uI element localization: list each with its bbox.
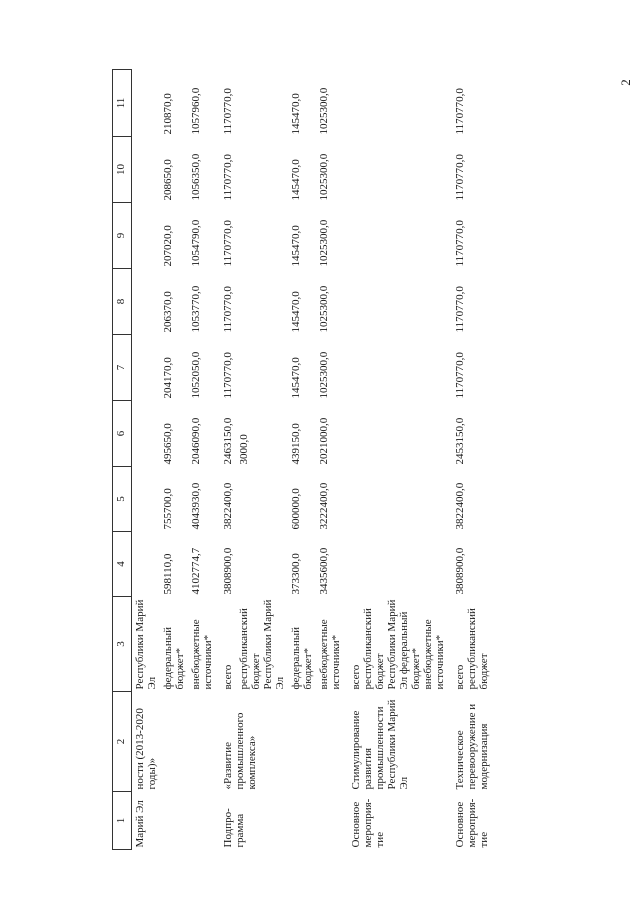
value-cell <box>236 70 288 137</box>
value-cell <box>344 335 448 401</box>
value-cell: 1170770,0 <box>222 352 234 399</box>
value-cell: 1170770,0 <box>454 286 466 333</box>
header-row <box>113 70 132 850</box>
value-cell: 495650,0 <box>162 423 174 465</box>
program-name-cell: «Развитие промышленного комплекса» <box>222 712 258 790</box>
value-cell: 2021000,0 <box>318 417 330 465</box>
value-cell: 3808900,0 <box>454 547 466 595</box>
column-header: 4 <box>113 532 132 597</box>
value-cell <box>236 269 288 335</box>
value-cell <box>132 335 161 401</box>
value-cell: 1025300,0 <box>318 87 330 135</box>
value-cell: 3000,0 <box>238 434 250 465</box>
value-cell: 3222400,0 <box>318 482 330 530</box>
value-cell: 1054790,0 <box>190 219 202 267</box>
value-cell <box>344 269 448 335</box>
table-row <box>132 70 161 850</box>
value-cell <box>344 70 448 137</box>
table-row <box>448 70 492 850</box>
value-cell: 145470,0 <box>290 357 302 399</box>
value-cell: 2453150,0 <box>454 417 466 465</box>
value-cell: 204170,0 <box>162 357 174 399</box>
value-cell <box>344 467 448 532</box>
value-cell <box>132 203 161 269</box>
value-cell <box>132 532 161 597</box>
column-header: 2 <box>113 692 132 792</box>
value-cell: 3822400,0 <box>454 482 466 530</box>
funding-source-cell: федеральный бюджет* <box>162 627 186 690</box>
value-cell: 1052050,0 <box>190 351 202 399</box>
value-cell: 1170770,0 <box>222 88 234 135</box>
value-cell: 208650,0 <box>162 159 174 201</box>
row-type-cell: Марий Эл <box>134 800 146 848</box>
budget-table <box>112 69 492 850</box>
funding-source-cell: всего республиканский бюджет <box>454 608 490 690</box>
value-cell <box>132 401 161 467</box>
table-body <box>132 70 493 850</box>
value-cell: 1170770,0 <box>222 154 234 201</box>
column-header: 7 <box>113 335 132 401</box>
column-header: 8 <box>113 269 132 335</box>
funding-source-cell: Республики Марий Эл <box>134 599 158 690</box>
column-header: 11 <box>113 70 132 137</box>
value-cell: 1170770,0 <box>454 88 466 135</box>
value-cell <box>236 467 288 532</box>
value-cell: 210870,0 <box>162 93 174 135</box>
row-type-cell: Подпро-грамма <box>222 808 246 848</box>
program-name-cell: Техническое перевооружение и модернизация <box>454 703 490 790</box>
funding-source-cell: внебюджетные источники* <box>318 619 342 690</box>
value-cell <box>236 203 288 269</box>
value-cell: 1025300,0 <box>318 153 330 201</box>
table-row <box>344 70 448 850</box>
value-cell: 755700,0 <box>162 488 174 530</box>
value-cell: 3808900,0 <box>222 547 234 595</box>
value-cell <box>236 335 288 401</box>
value-cell: 207020,0 <box>162 225 174 267</box>
value-cell: 1170770,0 <box>454 154 466 201</box>
value-cell: 145470,0 <box>290 291 302 333</box>
funding-source-cell: всего республиканский бюджет Республики Марий Эл федеральный бюджет* внебюджетные источники* <box>350 599 446 690</box>
value-cell <box>344 203 448 269</box>
value-cell: 1057960,0 <box>190 87 202 135</box>
page-number: 2 <box>617 79 633 86</box>
row-type-cell: Основное мероприя-тие <box>350 798 386 848</box>
value-cell: 1170770,0 <box>454 220 466 267</box>
value-cell <box>344 137 448 203</box>
rotated-table-container <box>112 70 532 850</box>
value-cell: 1170770,0 <box>222 220 234 267</box>
column-header: 3 <box>113 597 132 692</box>
value-cell <box>344 532 448 597</box>
value-cell <box>236 532 288 597</box>
value-cell <box>132 70 161 137</box>
value-cell: 2046090,0 <box>190 417 202 465</box>
value-cell: 4102774,7 <box>190 547 202 595</box>
value-cell: 598110,0 <box>162 553 174 595</box>
value-cell: 3435600,0 <box>318 547 330 595</box>
row-type-cell: Основное мероприя-тие <box>454 798 490 848</box>
value-cell: 1053770,0 <box>190 285 202 333</box>
value-cell: 1025300,0 <box>318 285 330 333</box>
value-cell: 206370,0 <box>162 291 174 333</box>
funding-source-cell: всего <box>222 664 234 690</box>
value-cell <box>236 137 288 203</box>
value-cell: 1170770,0 <box>222 286 234 333</box>
funding-source-cell: внебюджетные источники* <box>190 619 214 690</box>
value-cell <box>132 137 161 203</box>
value-cell: 145470,0 <box>290 93 302 135</box>
value-cell: 1056350,0 <box>190 153 202 201</box>
value-cell <box>132 269 161 335</box>
funding-source-cell: федеральный бюджет* <box>290 627 314 690</box>
value-cell: 3822400,0 <box>222 482 234 530</box>
value-cell <box>132 467 161 532</box>
value-cell: 373300,0 <box>290 553 302 595</box>
value-cell: 2463150,0 <box>222 417 234 465</box>
value-cell: 145470,0 <box>290 225 302 267</box>
table-row <box>216 70 236 850</box>
value-cell <box>344 401 448 467</box>
column-header: 10 <box>113 137 132 203</box>
funding-source-cell: республиканский бюджет Республики Марий Эл <box>238 599 286 690</box>
column-header: 9 <box>113 203 132 269</box>
column-header: 6 <box>113 401 132 467</box>
value-cell: 1025300,0 <box>318 219 330 267</box>
value-cell: 600000,0 <box>290 488 302 530</box>
value-cell: 439150,0 <box>290 423 302 465</box>
program-name-cell: ности (2013-2020 годы)» <box>134 708 158 790</box>
value-cell: 145470,0 <box>290 159 302 201</box>
value-cell: 1025300,0 <box>318 351 330 399</box>
program-name-cell: Стимулирование развития промышленности Республики Марий Эл <box>350 699 410 790</box>
value-cell: 1170770,0 <box>454 352 466 399</box>
value-cell: 4043930,0 <box>190 482 202 530</box>
column-header: 5 <box>113 467 132 532</box>
column-header: 1 <box>113 792 132 850</box>
